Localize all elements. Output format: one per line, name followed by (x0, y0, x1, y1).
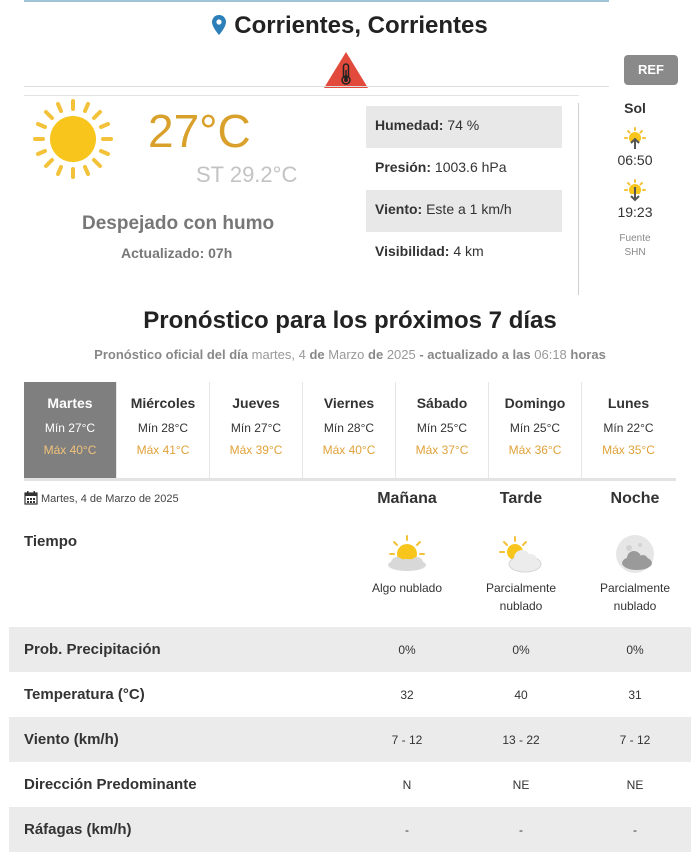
table-row (9, 672, 691, 717)
current-details (366, 106, 562, 274)
pressure-row (366, 148, 562, 190)
forecast-subtitle-prefix: Pronóstico oficial del día (94, 347, 249, 362)
weather-label-line2: nublado (613, 599, 657, 613)
day-max: Máx 35°C (602, 443, 655, 457)
tiempo-label: Tiempo (24, 533, 78, 550)
current-temperature: 27°C (148, 105, 251, 157)
table-row (9, 717, 691, 762)
weather-manana-label (352, 579, 462, 597)
day-tab-viernes[interactable] (303, 382, 396, 478)
forecast-sub-de2: de (368, 347, 384, 362)
day-tab-miercoles[interactable] (117, 382, 210, 478)
humidity-row (366, 106, 562, 148)
weather-label-line1: Algo nublado (371, 581, 443, 595)
sunrise-icon (622, 126, 648, 150)
period-manana: Mañana (377, 490, 437, 507)
weather-noche-label (580, 579, 690, 615)
cell-tarde: 13 - 22 (502, 732, 540, 747)
day-name: Martes (47, 395, 93, 411)
weather-label-line1: Parcialmente (599, 581, 671, 595)
current-divider (24, 95, 579, 96)
location-name: Corrientes, Corrientes (234, 12, 488, 39)
wind-value: Este a 1 km/h (426, 201, 512, 217)
feels-like-temperature: ST 29.2°C (196, 162, 298, 187)
weather-noche (580, 533, 690, 615)
moon-cloud-icon (612, 533, 658, 577)
wind-row (366, 190, 562, 232)
sun-icon (32, 98, 114, 180)
day-min: Mín 28°C (323, 421, 375, 435)
heat-warning-icon[interactable] (322, 50, 370, 90)
ref-button[interactable]: REF (624, 55, 678, 85)
detail-date (24, 491, 179, 505)
weather-tarde-label (466, 579, 576, 615)
top-divider (24, 0, 609, 2)
row-label: Dirección Predominante (24, 776, 197, 793)
day-max: Máx 41°C (136, 443, 190, 457)
cell-noche: 31 (628, 687, 642, 702)
forecast-detail-table (9, 627, 691, 852)
partly-cloudy-icon (498, 533, 544, 577)
forecast-date-month: Marzo (328, 347, 365, 362)
period-tarde: Tarde (499, 490, 543, 507)
day-min: Mín 27°C (230, 421, 282, 435)
table-row (9, 807, 691, 852)
cell-manana: N (402, 777, 412, 792)
cell-manana: 32 (400, 687, 414, 702)
day-name: Viernes (323, 395, 375, 411)
weather-tarde (466, 533, 576, 615)
forecast-subtitle (0, 347, 700, 362)
row-label: Viento (km/h) (24, 731, 119, 748)
day-max: Máx 39°C (229, 443, 283, 457)
day-tabs-underline (24, 478, 676, 481)
forecast-sub-hours: horas (570, 347, 606, 362)
cell-noche: - (633, 822, 637, 837)
visibility-row (366, 232, 562, 274)
updated-time: Actualizado: 07h (121, 245, 233, 261)
day-name: Lunes (607, 395, 650, 411)
day-tab-sabado[interactable] (396, 382, 489, 478)
cell-noche: NE (626, 777, 644, 792)
weather-label-line2: nublado (499, 599, 543, 613)
source-value: SHN (624, 247, 646, 258)
cell-manana: 7 - 12 (391, 732, 423, 747)
current-condition: Despejado con humo (82, 213, 275, 234)
forecast-sub-de: de (309, 347, 325, 362)
day-max: Máx 40°C (43, 443, 97, 457)
row-label: Prob. Precipitación (24, 641, 161, 658)
day-min: Mín 25°C (509, 421, 561, 435)
day-max: Máx 36°C (508, 443, 562, 457)
day-name: Domingo (504, 395, 566, 411)
day-min: Mín 27°C (44, 421, 96, 435)
row-label: Temperatura (°C) (24, 686, 145, 703)
forecast-sub-updated: - actualizado a las (419, 347, 531, 362)
sunrise-time: 06:50 (617, 152, 653, 168)
table-row (9, 762, 691, 807)
sunset-icon (622, 178, 648, 202)
sun-source (600, 232, 670, 260)
day-tabs (24, 382, 676, 478)
location-header (0, 12, 700, 42)
day-min: Mín 28°C (137, 421, 189, 435)
forecast-title: Pronóstico para los próximos 7 días (143, 307, 557, 334)
day-tab-jueves[interactable] (210, 382, 303, 478)
source-label: Fuente (619, 233, 651, 244)
day-tab-domingo[interactable] (489, 382, 582, 478)
sun-times (600, 100, 670, 260)
period-noche: Noche (610, 490, 660, 507)
sun-title: Sol (624, 100, 646, 116)
cell-noche: 7 - 12 (619, 732, 651, 747)
cell-manana: 0% (398, 642, 416, 657)
detail-date-text: Martes, 4 de Marzo de 2025 (41, 493, 179, 505)
day-min: Mín 22°C (603, 421, 654, 435)
forecast-date-year: 2025 (386, 347, 416, 362)
vertical-divider (578, 103, 579, 295)
cell-tarde: - (519, 822, 523, 837)
sun-cloud-icon (384, 533, 430, 577)
pressure-value: 1003.6 hPa (434, 159, 507, 175)
cell-tarde: NE (512, 777, 530, 792)
forecast-updated-time: 06:18 (534, 347, 567, 362)
row-label: Ráfagas (km/h) (24, 821, 132, 838)
cell-manana: - (405, 822, 409, 837)
day-tab-martes[interactable] (24, 382, 117, 478)
day-tab-lunes[interactable] (582, 382, 675, 478)
day-name: Jueves (232, 395, 280, 411)
humidity-value: 74 % (447, 117, 480, 133)
cell-tarde: 40 (514, 687, 528, 702)
pressure-label: Presión: (375, 159, 432, 175)
day-name: Miércoles (130, 395, 196, 411)
table-row (9, 627, 691, 672)
calendar-icon (24, 493, 41, 505)
cell-noche: 0% (626, 642, 644, 657)
wind-label: Viento: (375, 201, 423, 217)
cell-tarde: 0% (512, 642, 530, 657)
visibility-label: Visibilidad: (375, 243, 450, 259)
forecast-date-day: martes, 4 (251, 347, 306, 362)
map-pin-icon (212, 14, 226, 42)
weather-label-line1: Parcialmente (485, 581, 557, 595)
day-name: Sábado (416, 395, 468, 411)
day-max: Máx 37°C (415, 443, 469, 457)
header-divider (24, 86, 609, 87)
weather-manana (352, 533, 462, 597)
humidity-label: Humedad: (375, 117, 444, 133)
day-min: Mín 25°C (416, 421, 468, 435)
day-max: Máx 40°C (322, 443, 376, 457)
visibility-value: 4 km (453, 243, 484, 259)
sunset-time: 19:23 (617, 204, 653, 220)
